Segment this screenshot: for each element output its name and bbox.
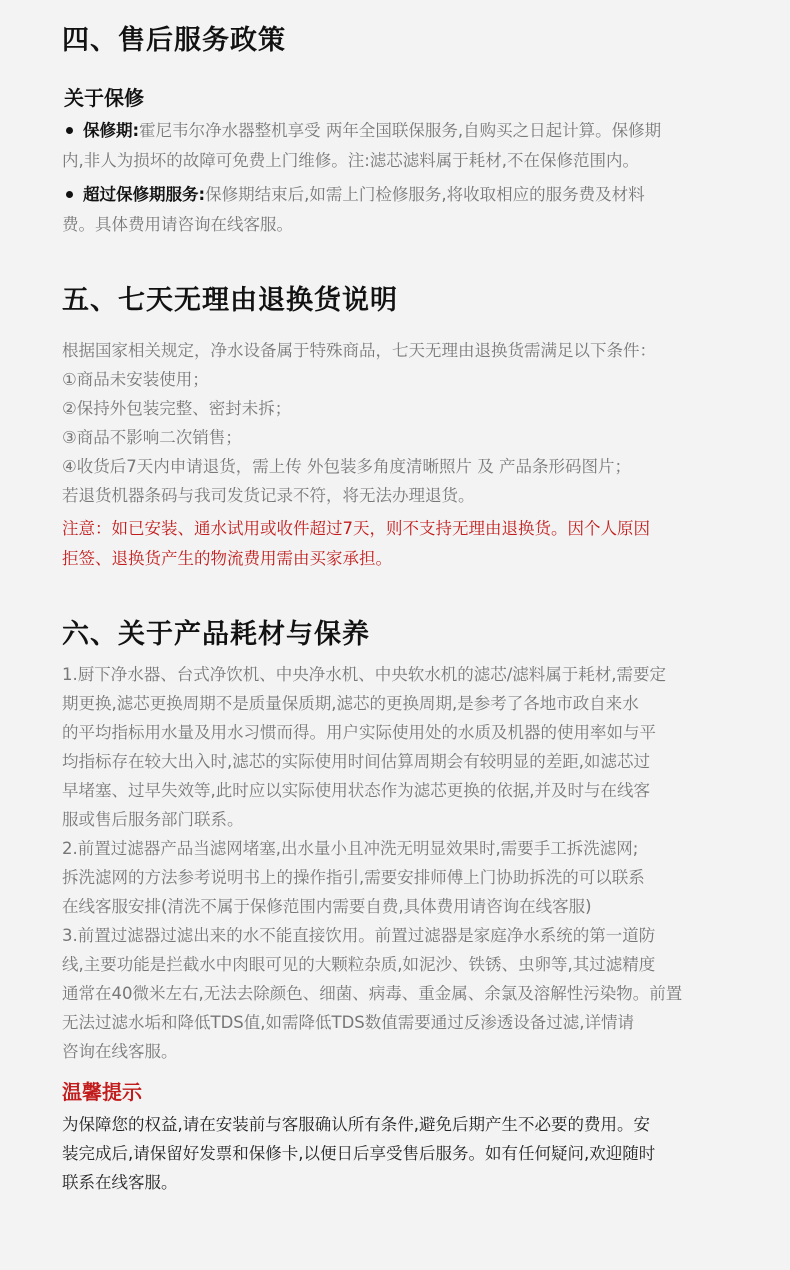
consumables-line: 咨询在线客服。 xyxy=(62,1042,178,1061)
return-conditions-line: 根据国家相关规定，净水设备属于特殊商品，七天无理由退换货需满足以下条件： xyxy=(62,341,656,360)
section5-heading: 五、七天无理由退换货说明 xyxy=(62,285,398,316)
return-warning-line: 拒签、退换货产生的物流费用需由买家承担。 xyxy=(62,549,392,568)
consumables-line: 3.前置过滤器过滤出来的水不能直接饮用。前置过滤器是家庭净水系统的第一道防 xyxy=(62,926,656,945)
consumables-line: 期更换,滤芯更换周期不是质量保质期,滤芯的更换周期,是参考了各地市政自来水 xyxy=(62,694,639,713)
section4-heading: 四、售后服务政策 xyxy=(62,25,286,56)
consumables-line: 无法过滤水垢和降低TDS值,如需降低TDS数值需要通过反渗透设备过滤,详情请 xyxy=(62,1013,635,1032)
tips-line: 装完成后,请保留好发票和保修卡,以便日后享受售后服务。如有任何疑问,欢迎随时 xyxy=(62,1144,656,1163)
after-warranty-text-line: 保修期结束后,如需上门检修服务,将收取相应的服务费及材料 xyxy=(205,185,645,204)
warranty-period-label: 保修期: xyxy=(83,121,140,140)
warranty-period-text-line: 霍尼韦尔净水器整机享受 两年全国联保服务,自购买之日起计算。保修期 xyxy=(139,121,662,140)
warranty-subheading: 关于保修 xyxy=(64,86,144,110)
consumables-line: 的平均指标用水量及用水习惯而得。用户实际使用处的水质及机器的使用率如与平 xyxy=(62,723,656,742)
tips-text xyxy=(62,1110,730,1197)
return-conditions-line: ②保持外包装完整、密封未拆； xyxy=(62,399,292,418)
section6-heading: 六、关于产品耗材与保养 xyxy=(62,619,370,650)
consumables-line: 在线客服安排(清洗不属于保修范围内需要自费,具体费用请咨询在线客服) xyxy=(62,897,592,916)
return-warning-line: 注意：如已安装、通水试用或收件超过7天，则不支持无理由退换货。因个人原因 xyxy=(62,519,650,538)
return-conditions-line: ①商品未安装使用； xyxy=(62,370,209,389)
consumables-line: 2.前置过滤器产品当滤网堵塞,出水量小且冲洗无明显效果时,需要手工拆洗滤网; xyxy=(62,839,639,858)
consumables-line: 拆洗滤网的方法参考说明书上的操作指引,需要安排师傅上门协助拆洗的可以联系 xyxy=(62,868,645,887)
consumables-line: 均指标存在较大出入时,滤芯的实际使用时间估算周期会有较明显的差距,如滤芯过 xyxy=(62,752,650,771)
consumables-line: 服或售后服务部门联系。 xyxy=(62,810,244,829)
return-conditions-line: 若退货机器条码与我司发货记录不符，将无法办理退货。 xyxy=(62,486,475,505)
bullet-dot-icon xyxy=(66,127,73,134)
consumables-line: 1.厨下净水器、台式净饮机、中央净水机、中央软水机的滤芯/滤料属于耗材,需要定 xyxy=(62,665,667,684)
return-warning-note xyxy=(62,514,730,574)
return-conditions-line: ③商品不影响二次销售； xyxy=(62,428,242,447)
after-warranty-item xyxy=(62,180,730,240)
consumables-line: 早堵塞、过早失效等,此时应以实际使用状态作为滤芯更换的依据,并及时与在线客 xyxy=(62,781,650,800)
warranty-period-item xyxy=(62,116,730,176)
after-warranty-text-line: 费。具体费用请咨询在线客服。 xyxy=(62,215,293,234)
tips-line: 为保障您的权益,请在安装前与客服确认所有条件,避免后期产生不必要的费用。安 xyxy=(62,1115,650,1134)
after-warranty-label: 超过保修期服务: xyxy=(83,185,206,204)
return-conditions-text xyxy=(62,336,730,510)
bullet-dot-icon xyxy=(66,191,73,198)
tips-heading: 温馨提示 xyxy=(62,1080,142,1104)
consumables-line: 线,主要功能是拦截水中肉眼可见的大颗粒杂质,如泥沙、铁锈、虫卵等,其过滤精度 xyxy=(62,955,656,974)
tips-line: 联系在线客服。 xyxy=(62,1173,178,1192)
consumables-maintenance-text xyxy=(62,660,730,1066)
warranty-period-text-line: 内,非人为损坏的故障可免费上门维修。注:滤芯滤料属于耗材,不在保修范围内。 xyxy=(62,151,640,170)
return-conditions-line: ④收货后7天内申请退货，需上传 外包装多角度清晰照片 及 产品条形码图片； xyxy=(62,457,632,476)
consumables-line: 通常在40微米左右,无法去除颜色、细菌、病毒、重金属、余氯及溶解性污染物。前置 xyxy=(62,984,683,1003)
